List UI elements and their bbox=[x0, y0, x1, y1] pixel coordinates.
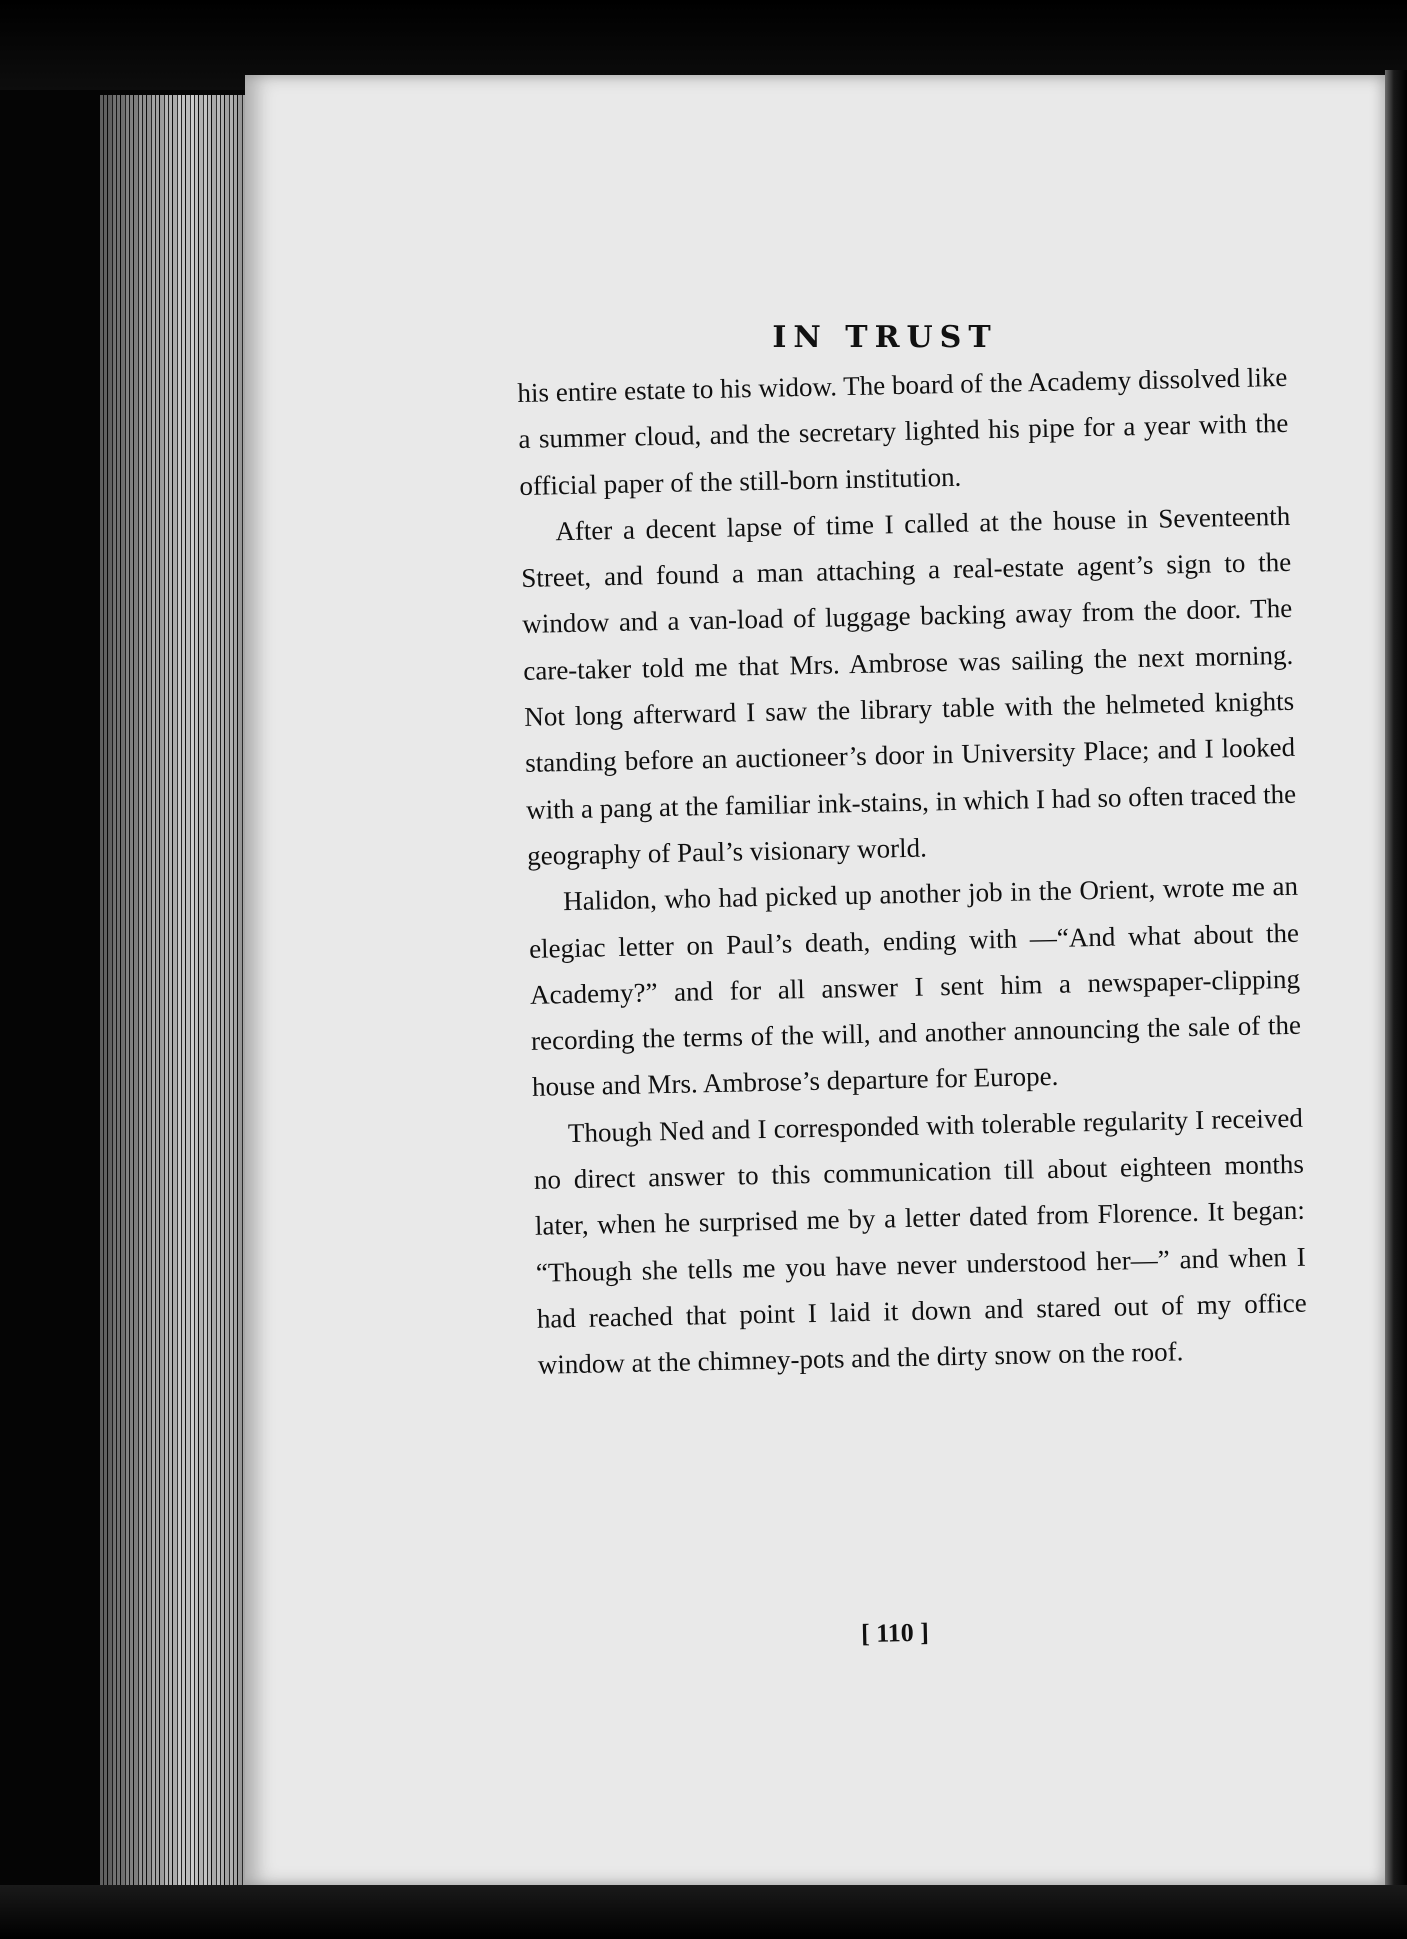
book-page bbox=[245, 75, 1385, 1885]
paragraph-1: his entire estate to his widow. The board of the Academy dissolved like a summer cloud, and the secretary lighted his pipe for a year with the official paper of the still-born institution. bbox=[517, 361, 1289, 501]
book-binding-edge bbox=[1385, 70, 1407, 1900]
body-text bbox=[517, 354, 1308, 1388]
paragraph-2: After a decent lapse of time I called at the house in Seventeenth Street, and found a man attaching a real-estate agent’s sign to the window and a van-load of luggage backing away from the door. The care-taker told me that Mrs. Ambrose was sailing the next morning. Not long afterward I saw the library table with the helmeted knights standing before an auctioneer’s door in University Place; and I looked with a pang at the familiar ink-stains, in which I had so often traced the geography of Paul’s visionary world. bbox=[521, 500, 1297, 871]
running-head: IN TRUST bbox=[772, 320, 998, 355]
page-number: [ 110 ] bbox=[860, 1617, 930, 1649]
paragraph-4: Though Ned and I corresponded with tolerable regularity I received no direct answer to this communication till about eighteen months later, when he surprised me by a letter dated from Florence. It began: “Though she tells me you have never understood her—” and when I had reached that point I laid it down and stared out of my office window at the chimney-pots and the dirty snow on the roof. bbox=[533, 1102, 1308, 1381]
paragraph-3: Halidon, who had picked up another job in the Orient, wrote me an elegiac letter on Paul’s death, ending with —“And what about the Academy?” and for all answer I sent him a newspaper-clipping recording the terms of the will, and another announcing the sale of the house and Mrs. Ambrose’s departure for Europe. bbox=[528, 871, 1302, 1103]
scanner-bed-bottom bbox=[0, 1885, 1407, 1939]
